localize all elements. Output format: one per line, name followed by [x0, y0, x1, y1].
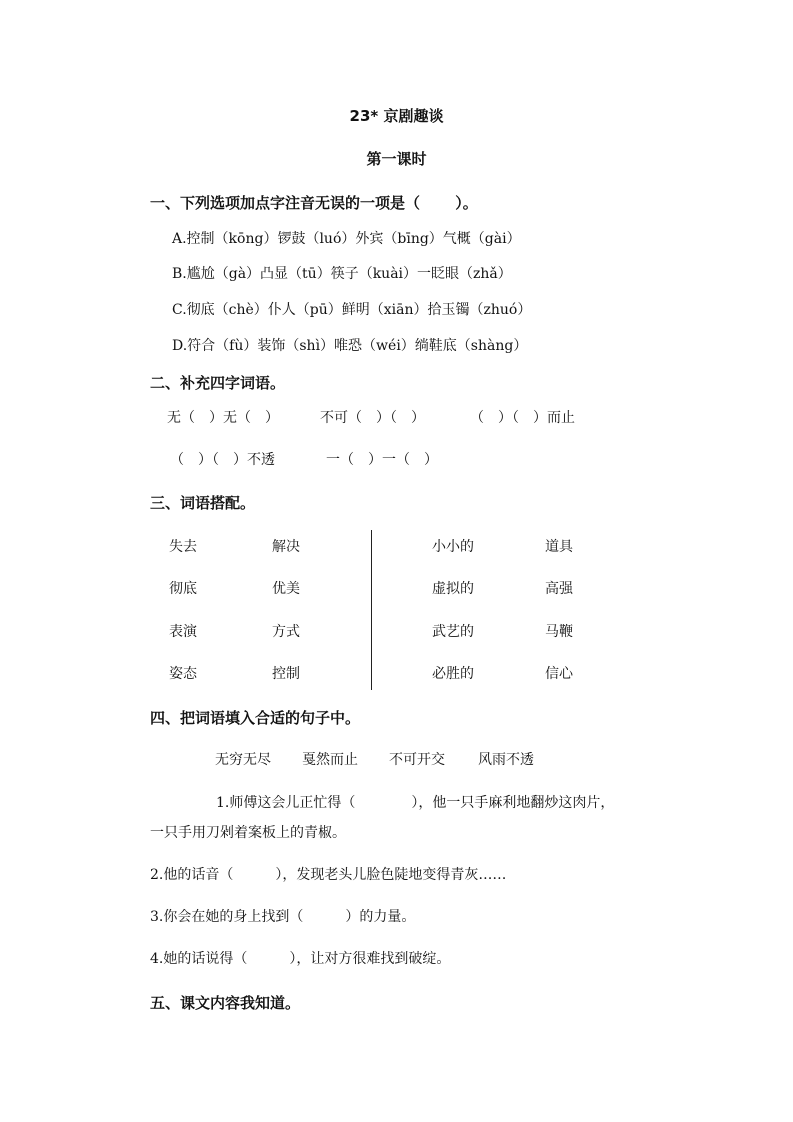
section3-heading: 三、词语搭配。 — [150, 494, 256, 512]
sentence-2: 2.他的话音（ ），发现老头儿脸色陡地变得青灰…… — [150, 867, 507, 883]
word-bank-item: 戛然而止 — [302, 752, 358, 768]
idiom-blank: （ ）（ ）而止 — [470, 410, 575, 426]
option-d: D.符合（fù）装饰（shì）唯恐（wéi）绱鞋底（shàng） — [172, 338, 528, 354]
match-word: 信心 — [545, 666, 573, 682]
section5-heading: 五、课文内容我知道。 — [150, 994, 301, 1012]
section4-heading: 四、把词语填入合适的句子中。 — [150, 709, 361, 727]
idiom-blank: 一（ ）一（ ） — [326, 452, 438, 468]
match-word: 高强 — [545, 581, 573, 597]
idiom-blank: 不可（ ）（ ） — [320, 410, 425, 426]
match-word: 方式 — [272, 624, 300, 640]
section2-heading: 二、补充四字词语。 — [150, 374, 286, 392]
match-word: 彻底 — [169, 581, 197, 597]
match-divider — [371, 530, 372, 690]
match-word: 控制 — [272, 666, 300, 682]
match-word: 虚拟的 — [432, 581, 474, 597]
sentence-1-continued: 一只手用刀剁着案板上的青椒。 — [150, 825, 346, 841]
page-subtitle: 第一课时 — [366, 150, 427, 168]
match-word: 道具 — [545, 539, 573, 555]
option-a: A.控制（kōng）锣鼓（luó）外宾（bīng）气概（gài） — [172, 231, 521, 247]
section1-heading: 一、下列选项加点字注音无误的一项是（ ）。 — [150, 194, 478, 212]
sentence-1: 1.师傅这会儿正忙得（ ），他一只手麻利地翻炒这肉片， — [216, 795, 615, 811]
word-bank-item: 风雨不透 — [478, 752, 534, 768]
match-word: 解决 — [272, 539, 300, 555]
match-word: 优美 — [272, 581, 300, 597]
option-c: C.彻底（chè）仆人（pū）鲜明（xiān）拾玉镯（zhuó） — [172, 302, 532, 318]
match-word: 必胜的 — [432, 666, 474, 682]
sentence-3: 3.你会在她的身上找到（ ）的力量。 — [150, 909, 416, 925]
match-word: 马鞭 — [545, 624, 573, 640]
idiom-blank: （ ）（ ）不透 — [170, 452, 275, 468]
match-word: 失去 — [169, 539, 197, 555]
sentence-4: 4.她的话说得（ ），让对方很难找到破绽。 — [150, 951, 451, 967]
idiom-blank: 无（ ）无（ ） — [167, 410, 279, 426]
option-b: B.尴尬（gà）凸显（tū）筷子（kuài）一眨眼（zhǎ） — [172, 266, 512, 282]
match-word: 武艺的 — [432, 624, 474, 640]
match-word: 姿态 — [169, 666, 197, 682]
page-title: 23* 京剧趣谈 — [349, 107, 444, 125]
match-word: 小小的 — [432, 539, 474, 555]
match-word: 表演 — [169, 624, 197, 640]
word-bank-item: 不可开交 — [389, 752, 445, 768]
word-bank-item: 无穷无尽 — [215, 752, 271, 768]
